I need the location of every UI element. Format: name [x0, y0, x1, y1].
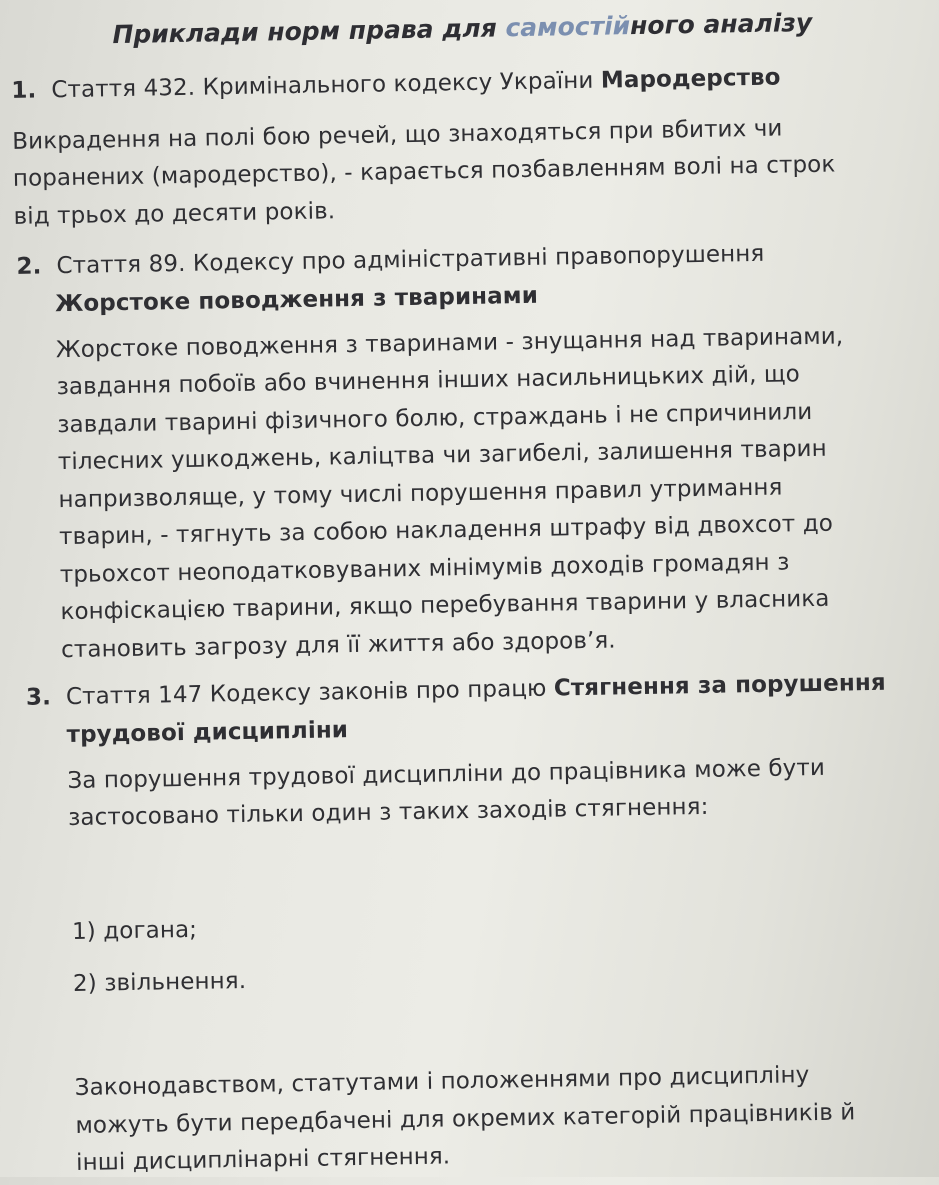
item-2-heading	[16, 241, 764, 280]
item-2-body-line: трьохсот неоподатковуваних мінімумів доходів громадян з	[59, 549, 790, 589]
item-1-body-line: Викрадення на полі бою речей, що знаходяться при вбитих чи	[12, 115, 783, 155]
title-highlighted-text: самостій	[505, 11, 631, 43]
item-2-body-line: завдання побоїв або вчинення інших насильницьких дій, що	[56, 361, 801, 401]
item-3-footer-line: можуть бути передбачені для окремих категорій працівників й	[75, 1099, 856, 1139]
item-1-heading-text: Стаття 432. Кримінального кодексу України	[51, 67, 602, 104]
item-3-heading-text: Стаття 147 Кодексу законів про працю	[65, 675, 555, 711]
item-3-list-item: 1) догана;	[71, 916, 198, 945]
item-1-body-line: поранених (мародерство), - карається позбавленням волі на строк	[12, 151, 836, 192]
item-3-number: 3.	[25, 684, 52, 711]
item-2-body-line: тілесних ушкоджень, каліцтва чи загибелі, залишення тварин	[57, 435, 827, 476]
title-text: Приклади норм права для	[112, 13, 506, 50]
item-3-footer-line: інші дисциплінарні стягнення.	[75, 1143, 451, 1176]
item-2-body-line: конфіскацією тварини, якщо перебування тварини у власника	[60, 585, 830, 626]
item-1-heading	[11, 65, 781, 104]
item-2-body-line: напризволяще, у тому числі порушення правил утримання	[58, 474, 783, 514]
item-2-body-line: тварин, - тягнуть за собою накладення штрафу від двохсот до	[58, 510, 834, 551]
item-2-heading-bold: Жорстоке поводження з тваринами	[54, 282, 539, 318]
item-1-body-line: від трьох до десяти років.	[13, 198, 336, 230]
item-1-heading-bold: Мародерство	[600, 64, 781, 94]
item-1-number: 1.	[11, 77, 37, 104]
item-2-body-line: становить загрозу для її життя або здоров’я.	[60, 627, 616, 664]
title-text-end: ного аналізу	[629, 7, 813, 41]
item-3-body-line: За порушення трудової дисципліни до працівника може бути	[67, 754, 826, 795]
item-3-body-line: застосовано тільки один з таких заходів стягнення:	[67, 793, 709, 832]
item-2-body-line: завдали тварині фізичного болю, страждань і не спричинили	[57, 399, 813, 439]
item-2-body-line: Жорстоке поводження з тваринами - знущання над тваринами,	[55, 323, 844, 364]
item-3-heading-bold-cont: трудової дисципліни	[66, 717, 349, 749]
item-2-heading-text: Стаття 89. Кодексу про адміністративні правопорушення	[56, 240, 765, 280]
item-3-footer-line: Законодавством, статутами і положеннями про дисципліну	[74, 1062, 810, 1101]
page-title	[112, 8, 812, 49]
item-3-heading	[26, 670, 886, 711]
item-3-heading-bold: Стягнення за порушення	[553, 669, 886, 702]
item-3-list-item: 2) звільнення.	[72, 967, 247, 997]
item-2-number: 2.	[16, 253, 42, 280]
